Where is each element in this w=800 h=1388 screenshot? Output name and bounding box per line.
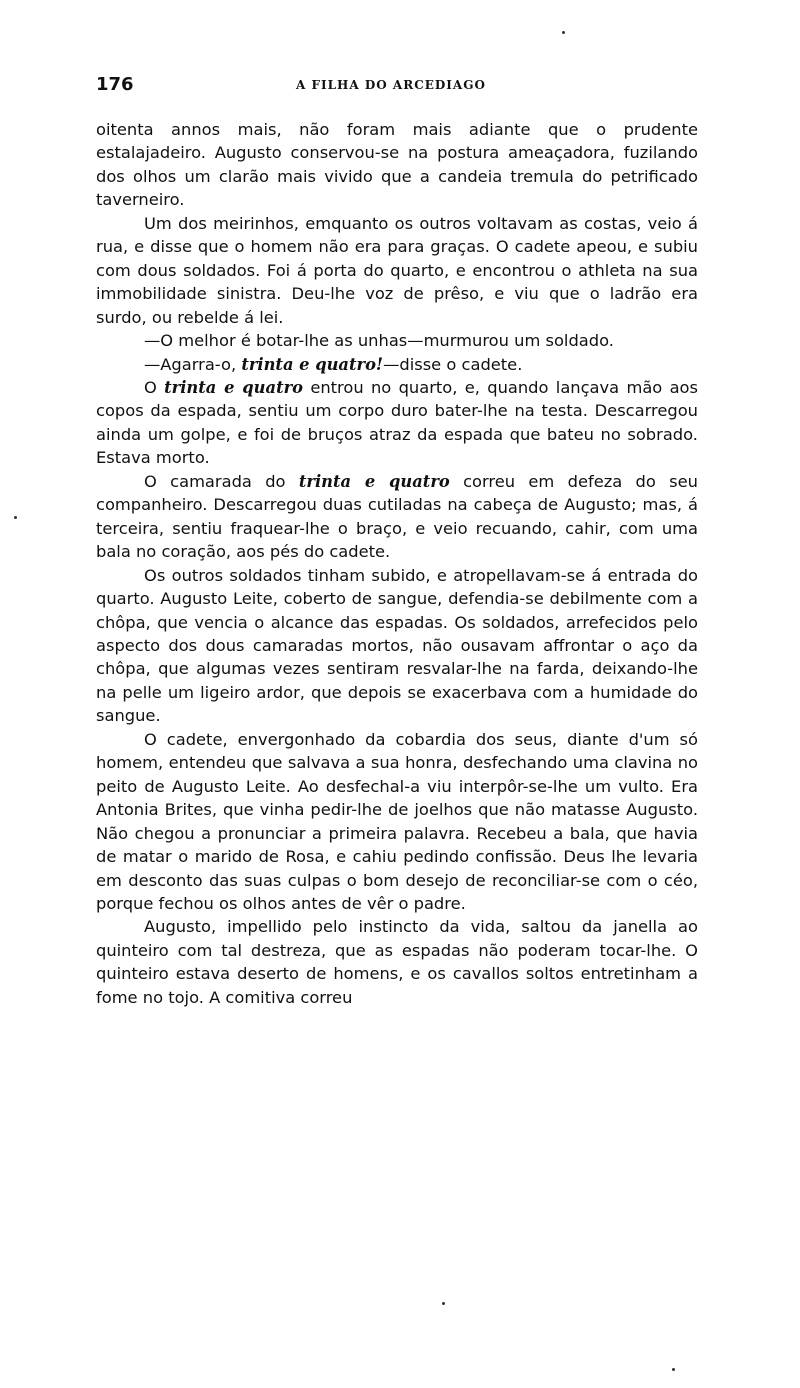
paper-speck — [562, 31, 565, 34]
italic-text: trinta e quatro — [164, 377, 304, 397]
paragraph-text: Augusto, impellido pelo instincto da vida, saltou da janella ao quinteiro com tal destreza, que as espadas não poderam tocar-lhe. O quinteiro estava deserto de homens, e os cavallos soltos entretinham a fome no tojo. A comitiva correu — [96, 917, 698, 1007]
paragraph — [96, 915, 698, 1009]
paragraph-text: oitenta annos mais, não foram mais adiante que o prudente estalajadeiro. Augusto conservou-se na postura ameaçadora, fuzilando dos olhos um clarão mais vivido que a candeia tremula do petrificado taverneiro. — [96, 120, 698, 210]
paragraph — [96, 564, 698, 728]
paragraph-text: O camarada do — [144, 471, 299, 491]
paragraph-text: —Agarra-o, — [144, 354, 242, 374]
paragraph — [96, 376, 698, 470]
paragraph-text: correu em defeza do seu companheiro. Descarregou duas cutiladas na cabeça de Augusto; mas, á terceira, sentiu fraquear-lhe o braço, e veio recuando, cahir, com uma bala no coração, aos pés do cadete. — [96, 471, 698, 562]
running-title: A FILHA DO ARCEDIAGO — [296, 78, 486, 92]
paragraph-text: —disse o cadete. — [383, 354, 523, 374]
paragraph-text: Um dos meirinhos, emquanto os outros voltavam as costas, veio á rua, e disse que o homem não era para graças. O cadete apeou, e subiu com dous soldados. Foi á porta do quarto, e encontrou o athleta na sua immobilidade sinistra. Deu-lhe voz de prêso, e viu que o ladrão era surdo, ou rebelde á lei. — [96, 213, 698, 327]
paragraph — [96, 470, 698, 564]
paragraph-text: Os outros soldados tinham subido, e atropellavam-se á entrada do quarto. Augusto Leite, coberto de sangue, defendia-se debilmente com a chôpa, que vencia o alcance das espadas. Os soldados, arrefecidos pelo aspecto dos dous camaradas mortos, não ousavam affrontar o aço da chôpa, que algumas vezes sentiram resvalar-lhe na farda, deixando-lhe na pelle um ligeiro ardor, que depois se exacerbava com a humidade do sangue. — [96, 565, 698, 726]
paragraph — [96, 212, 698, 329]
paragraph-text: O — [144, 377, 165, 397]
paper-speck — [672, 1368, 675, 1371]
paragraph-text: entrou no quarto, e, quando lançava mão aos copos da espada, sentiu um corpo duro bater-lhe na testa. Descarregou ainda um golpe, e foi de bruços atraz da espada que bateu no sobrado. Estava morto. — [96, 377, 698, 468]
page-number: 176 — [96, 74, 134, 95]
paper-speck — [442, 1302, 445, 1305]
italic-text: trinta e quatro! — [241, 354, 384, 374]
paragraph — [96, 118, 698, 212]
paragraph — [96, 329, 698, 352]
paper-speck — [14, 516, 17, 519]
italic-text: trinta e quatro — [298, 471, 450, 491]
body-text — [96, 118, 698, 1009]
paragraph — [96, 353, 698, 376]
paragraph — [96, 728, 698, 916]
paragraph-text: —O melhor é botar-lhe as unhas—murmurou um soldado. — [144, 331, 614, 351]
page-header — [96, 74, 696, 98]
paragraph-text: O cadete, envergonhado da cobardia dos seus, diante d'um só homem, entendeu que salvava a sua honra, desfechando uma clavina no peito de Augusto Leite. Ao desfechal-a viu interpôr-se-lhe um vulto. Era Antonia Brites, que vinha pedir-lhe de joelhos que não matasse Augusto. Não chegou a pronunciar a primeira palavra. Recebeu a bala, que havia de matar o marido de Rosa, e cahiu pedindo confissão. Deus lhe levaria em desconto das suas culpas o bom desejo de reconciliar-se com o céo, porque fechou os olhos antes de vêr o padre. — [96, 729, 698, 913]
